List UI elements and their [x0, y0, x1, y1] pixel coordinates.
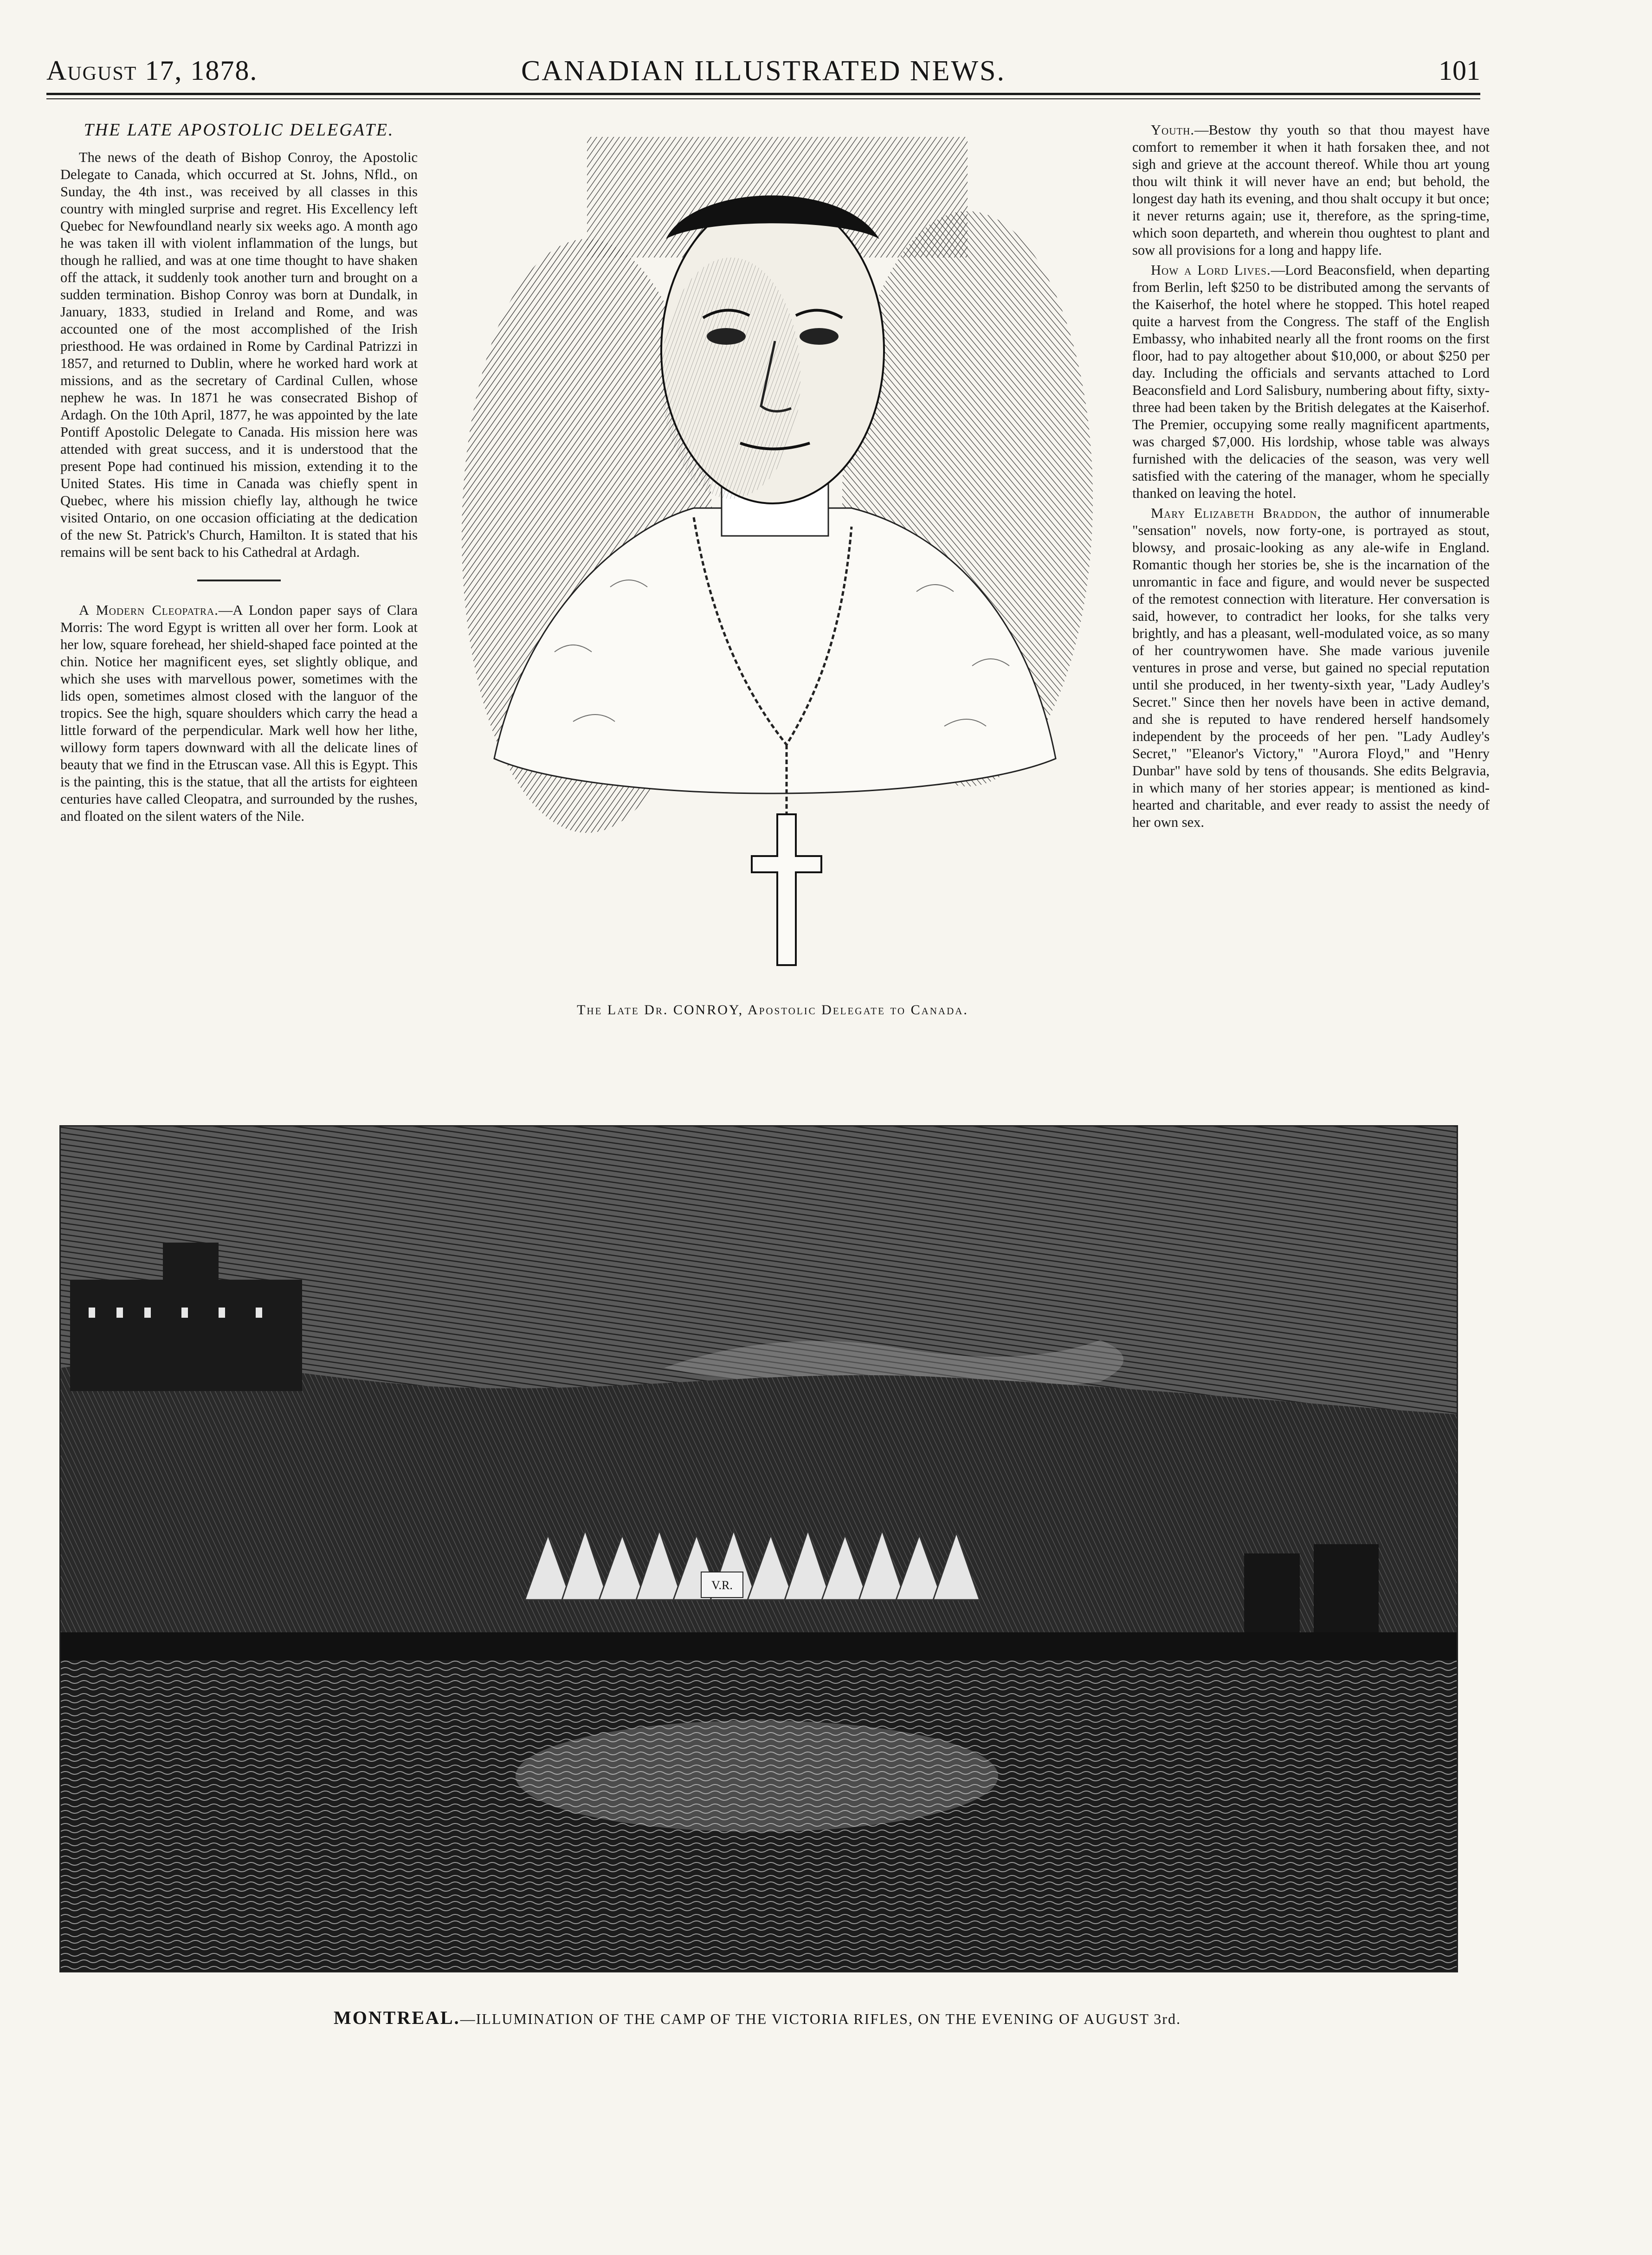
lord-body: —Lord Beaconsfield, when departing from Berlin, left $250 to be distributed among the servants of the Kaiserhof, the hotel where he stopped. This hotel reaped quite a harvest from the Congress. The staff of the English Embassy, who inhabited nearly all the front rooms on the first floor, had to pay altogether about $10,000, or about $250 per day. Including the officials and servants attached to Lord Beaconsfield and Lord Salisbury, numbering about fifty, sixty-three had been taken by the British delegates at the Kaiserhof. The Premier, occupying some really magnificent apartments, was charged $7,000. His lordship, whose table was always furnished with the delicacies of the season, was very well satisfied with the catering of the manager, whom he specially thanked on leaving the hotel.: [1132, 262, 1490, 501]
left-column: [60, 122, 418, 828]
braddon-heading: Mary Elizabeth Braddon,: [1151, 505, 1322, 521]
shoreline: [61, 1632, 1457, 1665]
left-eye: [707, 328, 746, 345]
caption-place: MONTREAL.: [334, 2007, 460, 2028]
issue-date: August 17, 1878.: [46, 55, 258, 86]
landscape-caption: [59, 2007, 1455, 2029]
cleopatra-heading: A Modern Cleopatra.: [79, 602, 219, 618]
article-title: THE LATE APOSTOLIC DELEGATE.: [84, 120, 394, 140]
water-reflection: [516, 1720, 998, 1832]
cleopatra-body: —A London paper says of Clara Morris: The word Egypt is written all over her form. Look at her low, square forehead, her shield-shaped face pointed at the chin. Notice her magnificent eyes, set slightly oblique, and which she uses with marvellous power, sometimes with the lids open, sometimes almost closed with the languor of the tropics. See the high, square shoulders which carry the head a little forward of the perpendicular. Mark well how her lithe, willowy form tapers downward with all the delicate lines of beauty that we find in the Etruscan vase. All this is Egypt. This is the painting, this is the statue, that all the artists for eighteen centuries have called Cleopatra, and surrounded by the rushes, and floated on the silent waters of the Nile.: [60, 602, 418, 824]
caption-text: —ILLUMINATION OF THE CAMP OF THE VICTORIA RIFLES, ON THE EVENING OF AUGUST 3rd.: [460, 2010, 1181, 2027]
face-shading: [661, 258, 800, 499]
portrait-caption: The Late Dr. CONROY, Apostolic Delegate to Canada.: [577, 1002, 968, 1018]
camp-illumination-engraving: [59, 1125, 1458, 1972]
newspaper-title: CANADIAN ILLUSTRATED NEWS.: [521, 55, 1006, 87]
youth-heading: Youth.: [1151, 122, 1194, 138]
masthead-rule-thick: [46, 93, 1480, 95]
portrait-engraving: [434, 118, 1111, 991]
page-number: 101: [1439, 55, 1480, 86]
braddon-body: the author of innumerable "sensation" novels, now forty-one, is portrayed as stout, blowsy, and prosaic-looking as any ale-wife in England. Romantic though her stories be, she is the incarnation of the unromantic in face and figure, and would never be suspected of the remotest connection with literature. Her conversation is said, however, to contradict her looks, for she talks very brightly, and has a pleasant, well-modulated voice, as so many of her countrywomen have. She made various juvenile ventures in prose and verse, but gained no special reputation until she produced, in her twenty-sixth year, "Lady Audley's Secret." Since then her novels have been in active demand, and she is reputed to have rendered herself handsomely independent by the proceeds of her pen. "Lady Audley's Secret," "Eleanor's Victory," "Aurora Floyd," and "Henry Dunbar" have sold by tens of thousands. She edits Belgravia, in which many of her stories appear; is mentioned as kind-hearted and charitable, and ever ready to assist the needy of her own sex.: [1132, 505, 1490, 830]
article-body: The news of the death of Bishop Conroy, the Apostolic Delegate to Canada, which occurred at St. Johns, Nfld., on Sunday, the 4th inst., was received by all classes in this country with mingled surprise and regret. His Excellency left Quebec for Newfoundland nearly six weeks ago. A month ago he was taken ill with violent inflammation of the lungs, but though he rallied, and was at one time thought to have shaken off the attack, it suddenly took another turn and brought on a sudden termination. Bishop Conroy was born at Dundalk, in January, 1833, studied in Ireland and Rome, and was accounted one of the most accomplished of the Irish priesthood. He was ordained in Rome by Cardinal Patrizzi in 1857, and returned to Dublin, where he worked hard work at missions, and as the secretary of Cardinal Cullen, whose nephew he was. In 1871 he was consecrated Bishop of Ardagh. On the 10th April, 1877, he was appointed by the late Pontiff Apostolic Delegate to Canada. His mission here was attended with great success, and it is understood that the present Pope had continued his mission, extending it to the United States. His time in Canada was chiefly spent in Quebec, where his mission chiefly lay, although he twice visited Ontario, on one occasion officiating at the dedication of the new St. Patrick's Church, Hamilton. It is stated that his remains will be sent back to his Cathedral at Ardagh.: [60, 149, 418, 560]
right-column: [1132, 122, 1490, 834]
cleopatra-paragraph: [60, 602, 418, 825]
lord-heading: How a Lord Lives.: [1151, 262, 1271, 278]
masthead-rule-thin: [46, 98, 1480, 99]
youth-body: —Bestow thy youth so that thou mayest have comfort to remember it when it hath forsaken thee, and not sigh and grieve at the account thereof. While thou art young thou wilt think it will never have an end; but behold, the longest day hath its evening, and thou shalt occupy it but once; it never returns again; use it, therefore, as the spring-time, which soon departeth, and wherein thou oughtest to plant and sow all provisions for a long and happy life.: [1132, 122, 1490, 258]
article-separator: [197, 580, 281, 581]
right-eye: [800, 328, 839, 345]
braddon-paragraph: [1132, 505, 1490, 831]
pectoral-cross: [752, 814, 821, 965]
lord-paragraph: [1132, 262, 1490, 502]
masthead: [46, 55, 1480, 92]
camp-sign-text: V.R.: [711, 1578, 733, 1592]
youth-paragraph: [1132, 122, 1490, 259]
